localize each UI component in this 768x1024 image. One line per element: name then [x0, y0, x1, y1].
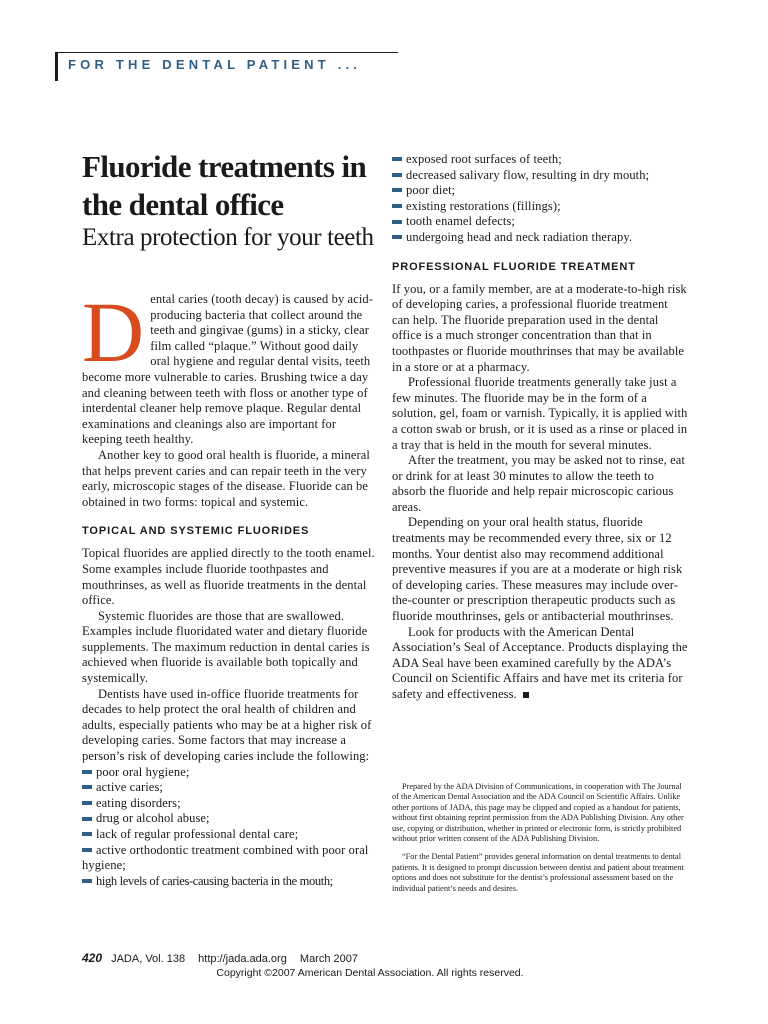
bullet-dash-icon: [392, 157, 402, 161]
section1-paragraph-1: Topical fluorides are applied directly to the tooth enamel. Some examples include fluoride toothpastes and mouthrinses, as well as fluoride treatments in the dental office.: [82, 546, 375, 608]
bullet-dash-icon: [392, 188, 402, 192]
bullet-dash-icon: [82, 879, 92, 883]
bullet-dash-icon: [82, 817, 92, 821]
article-title: Fluoride treatments in the dental office: [82, 149, 367, 222]
bullet-dash-icon: [392, 173, 402, 177]
list-item: decreased salivary flow, resulting in dry mouth;: [392, 168, 688, 184]
section-heading-professional-treatment: PROFESSIONAL FLUORIDE TREATMENT: [392, 260, 636, 273]
bullet-dash-icon: [392, 204, 402, 208]
section1-paragraph-2: Systemic fluorides are those that are swallowed. Examples include fluoridated water and dietary fluoride supplements. The maximum reduction in dental caries is achieved when fluoride is available both topically and systemically.: [82, 608, 370, 686]
disclaimer-note: “For the Dental Patient” provides general information on dental treatments to dental patients. It is designed to prompt discussion between dentist and patient about treatment options and does not substitute for the dentist’s professional assessment based on the individual patient’s needs and desires.: [392, 852, 684, 893]
end-of-article-icon: [523, 692, 529, 698]
list-item: poor diet;: [392, 183, 688, 199]
section1-paragraph-3: Dentists have used in-office fluoride treatments for decades to help protect the oral health of children and adults, especially patients who may be at a higher risk of developing caries. Some factors that may increase a person’s risk of developing caries include the following:: [82, 686, 372, 764]
section2-paragraph-4: Depending on your oral health status, fluoride treatments may be recommended every three, six or 12 months. Your dentist also may recommend additional preventive measures if you are at a moderate or high risk of developing caries. These measures may include over-the-counter or prescription therapeutic products such as fluoride mouthrinses, gels or antibacterial mouthrinses.: [392, 515, 683, 624]
section2-paragraph-5: Look for products with the American Dental Association’s Seal of Acceptance. Products displaying the ADA Seal have been examined carefully by the ADA’s Council on Scientific Affairs and have met its criteria for safety and effectiveness.: [392, 624, 688, 701]
bullet-dash-icon: [82, 770, 92, 774]
issue-date: March 2007: [299, 953, 358, 965]
risk-factor-list-left: [82, 765, 375, 890]
page-footer: [82, 951, 358, 965]
list-item: tooth enamel defects;: [392, 214, 688, 230]
bullet-dash-icon: [82, 832, 92, 836]
list-item: active caries;: [82, 780, 375, 796]
section-heading-topical-systemic: TOPICAL AND SYSTEMIC FLUORIDES: [82, 525, 310, 538]
prepared-by-note: Prepared by the ADA Division of Communications, in cooperation with The Journal of the American Dental Association and the ADA Council on Scientific Affairs. Unlike other portions of JADA, this page may be clipped and copied as a handout for patients, without first obtaining reprint permission from the ADA Publishing Division. Any other use, copying or distribution, whether in printed or electronic form, is strictly prohibited without prior written consent of the ADA Publishing Division.: [392, 782, 684, 844]
right-column: [392, 152, 688, 703]
bullet-dash-icon: [82, 785, 92, 789]
series-header: FOR THE DENTAL PATIENT ...: [68, 57, 362, 72]
bullet-dash-icon: [392, 235, 402, 239]
drop-cap: D: [82, 284, 145, 380]
intro-paragraph: [82, 284, 375, 448]
intro-paragraph-2: Another key to good oral health is fluoride, a mineral that helps prevent caries and can repair teeth in the very early, microscopic stages of the disease. Fluoride can be obtained in two forms: topical and systemic.: [82, 447, 370, 509]
section2-paragraph-3: After the treatment, you may be asked not to rinse, eat or drink for at least 30 minutes to allow the teeth to absorb the fluoride and help repair microscopic carious areas.: [392, 453, 685, 514]
list-item: lack of regular professional dental care;: [82, 827, 375, 843]
list-item: undergoing head and neck radiation therapy.: [392, 230, 688, 246]
article-subtitle: Extra protection for your teeth: [82, 224, 374, 251]
journal-citation: JADA, Vol. 138: [111, 953, 186, 965]
list-item: eating disorders;: [82, 796, 375, 812]
bullet-dash-icon: [392, 220, 402, 224]
list-item: exposed root surfaces of teeth;: [392, 152, 688, 168]
bullet-dash-icon: [82, 848, 92, 852]
list-item: drug or alcohol abuse;: [82, 811, 375, 827]
bullet-dash-icon: [82, 801, 92, 805]
list-item: existing restorations (fillings);: [392, 199, 688, 215]
credit-notes: [392, 782, 688, 894]
section2-paragraph-2: Professional fluoride treatments generally take just a few minutes. The fluoride may be in the form of a solution, gel, foam or varnish. Typically, it is applied with a cotton swab or brush, or it is used as a rinse or placed in a tray that is held in the mouth for several minutes.: [392, 375, 688, 452]
left-column: [82, 284, 375, 889]
page-number: 420: [82, 951, 103, 965]
risk-factor-list-right: [392, 152, 688, 246]
list-item: poor oral hygiene;: [82, 765, 375, 781]
journal-url[interactable]: http://jada.ada.org: [198, 953, 287, 965]
intro-text: ental caries (tooth decay) is caused by acid-producing bacteria that collect around the teeth and gingivae (gums) in a sticky, clear film called “plaque.” Without good daily oral hygiene and regular dental visits, teeth become more vulnerable to caries. Brushing twice a day and cleaning between teeth with floss or another type of interdental cleaner help remove plaque. Regular dental examinations and cleanings also are important for keeping teeth healthy.: [82, 292, 374, 447]
section2-paragraph-1: If you, or a family member, are at a moderate-to-high risk of developing caries, a professional fluoride treatment can help. The fluoride preparation used in the dental office is a much stronger concentration than that in toothpastes or fluoride mouthrinses that may be available in a store or at a pharmacy.: [392, 281, 687, 374]
list-item: active orthodontic treatment combined with poor oral hygiene;: [82, 842, 369, 873]
list-item: high levels of caries-causing bacteria in the mouth;: [82, 874, 375, 890]
copyright-line: Copyright ©2007 American Dental Association. All rights reserved.: [216, 967, 524, 979]
